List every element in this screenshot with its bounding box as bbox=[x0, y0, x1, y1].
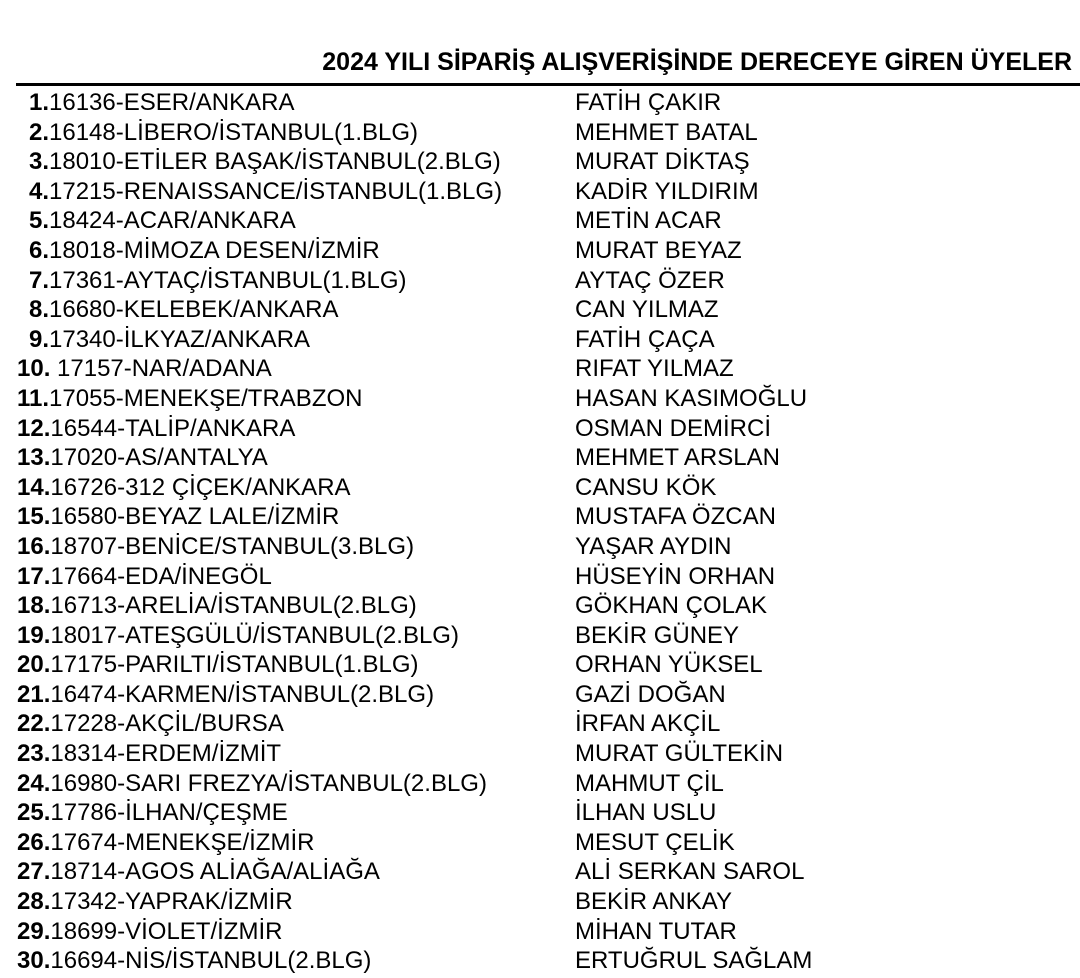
list-item bbox=[0, 206, 1080, 236]
rank-number: 4. bbox=[29, 177, 50, 205]
shop-entry bbox=[17, 562, 272, 592]
rank-number: 11. bbox=[17, 384, 50, 412]
shop-entry bbox=[17, 384, 362, 414]
rank-number: 16. bbox=[17, 532, 51, 560]
shop-entry bbox=[17, 798, 288, 828]
rank-number: 17. bbox=[17, 562, 51, 590]
member-name: MEHMET BATAL bbox=[575, 118, 758, 146]
member-name: MEHMET ARSLAN bbox=[575, 444, 780, 472]
member-name: ERTUĞRUL SAĞLAM bbox=[575, 947, 813, 975]
shop-entry bbox=[17, 443, 268, 473]
shop-entry bbox=[29, 118, 418, 148]
shop-entry bbox=[17, 473, 351, 503]
member-name: RIFAT YILMAZ bbox=[575, 355, 734, 383]
shop-entry bbox=[17, 354, 272, 384]
shop-name: 16713-ARELİA/İSTANBUL(2.BLG) bbox=[50, 592, 417, 620]
rank-number: 19. bbox=[17, 621, 51, 649]
shop-entry bbox=[29, 295, 339, 325]
shop-name: 18424-ACAR/ANKARA bbox=[49, 207, 296, 235]
rank-number: 22. bbox=[17, 710, 51, 738]
rank-number: 1. bbox=[29, 89, 50, 116]
member-name: MURAT DİKTAŞ bbox=[575, 148, 750, 176]
shop-name: 17215-RENAISSANCE/İSTANBUL(1.BLG) bbox=[49, 177, 503, 205]
page-title: 2024 YILI SİPARİŞ ALIŞVERİŞİNDE DERECEYE GİREN ÜYELER bbox=[322, 48, 1072, 76]
rank-number: 28. bbox=[17, 888, 51, 916]
rank-number: 10. bbox=[17, 355, 51, 383]
member-name: AYTAÇ ÖZER bbox=[575, 266, 725, 294]
rank-number: 5. bbox=[29, 207, 50, 235]
list-item bbox=[0, 295, 1080, 325]
shop-name: 17361-AYTAÇ/İSTANBUL(1.BLG) bbox=[49, 266, 407, 294]
member-name: HASAN KASIMOĞLU bbox=[575, 384, 808, 412]
list-item bbox=[0, 769, 1080, 799]
shop-entry bbox=[29, 177, 502, 207]
rank-number: 26. bbox=[17, 828, 51, 856]
shop-name: 18010-ETİLER BAŞAK/İSTANBUL(2.BLG) bbox=[49, 148, 501, 176]
rank-number: 21. bbox=[17, 680, 51, 708]
rank-number: 24. bbox=[17, 769, 51, 797]
shop-name: 16136-ESER/ANKARA bbox=[49, 89, 295, 116]
rank-number: 13. bbox=[17, 444, 51, 472]
list-item bbox=[0, 917, 1080, 947]
shop-name: 18714-AGOS ALİAĞA/ALİAĞA bbox=[50, 858, 380, 886]
member-name: GÖKHAN ÇOLAK bbox=[575, 592, 768, 620]
shop-entry bbox=[17, 769, 487, 799]
ranking-list bbox=[0, 88, 1080, 976]
shop-name: 17674-MENEKŞE/İZMİR bbox=[50, 828, 315, 856]
list-item bbox=[0, 562, 1080, 592]
list-item bbox=[0, 384, 1080, 414]
member-name: MAHMUT ÇİL bbox=[575, 769, 724, 797]
shop-name: 18699-VİOLET/İZMİR bbox=[50, 917, 283, 945]
shop-name: 16580-BEYAZ LALE/İZMİR bbox=[50, 503, 340, 531]
rank-number: 29. bbox=[17, 917, 51, 945]
shop-name: 16694-NİS/İSTANBUL(2.BLG) bbox=[50, 947, 372, 975]
shop-name: 17228-AKÇİL/BURSA bbox=[50, 710, 284, 738]
shop-name: 16544-TALİP/ANKARA bbox=[50, 414, 296, 442]
shop-entry bbox=[17, 502, 339, 532]
shop-entry bbox=[29, 88, 294, 118]
list-item bbox=[0, 857, 1080, 887]
member-name: FATİH ÇAÇA bbox=[575, 325, 715, 353]
member-name: CAN YILMAZ bbox=[575, 296, 719, 324]
list-item bbox=[0, 325, 1080, 355]
list-item bbox=[0, 354, 1080, 384]
shop-entry bbox=[17, 621, 459, 651]
shop-entry bbox=[17, 650, 419, 680]
list-item bbox=[0, 236, 1080, 266]
list-item bbox=[0, 650, 1080, 680]
member-name: METİN ACAR bbox=[575, 207, 722, 235]
shop-name: 18018-MİMOZA DESEN/İZMİR bbox=[49, 236, 380, 264]
member-name: İLHAN USLU bbox=[575, 799, 717, 827]
shop-name: 17020-AS/ANTALYA bbox=[50, 444, 268, 472]
member-name: BEKİR GÜNEY bbox=[575, 621, 740, 649]
list-item bbox=[0, 88, 1080, 118]
rank-number: 25. bbox=[17, 799, 51, 827]
member-name: ALİ SERKAN SAROL bbox=[575, 858, 805, 886]
list-item bbox=[0, 828, 1080, 858]
rank-number: 8. bbox=[29, 296, 50, 324]
shop-entry bbox=[17, 857, 380, 887]
rank-number: 23. bbox=[17, 740, 51, 768]
member-name: BEKİR ANKAY bbox=[575, 888, 732, 916]
rank-number: 7. bbox=[29, 266, 50, 294]
rank-number: 18. bbox=[17, 592, 51, 620]
shop-entry bbox=[17, 739, 281, 769]
rank-number: 30. bbox=[17, 947, 51, 975]
list-item bbox=[0, 946, 1080, 976]
list-item bbox=[0, 414, 1080, 444]
member-name: FATİH ÇAKIR bbox=[575, 89, 722, 116]
shop-name: 16680-KELEBEK/ANKARA bbox=[49, 296, 339, 324]
member-name: YAŞAR AYDIN bbox=[575, 532, 732, 560]
list-item bbox=[0, 887, 1080, 917]
list-item bbox=[0, 798, 1080, 828]
rank-number: 6. bbox=[29, 236, 50, 264]
member-name: MESUT ÇELİK bbox=[575, 828, 735, 856]
shop-name: 18314-ERDEM/İZMİT bbox=[50, 740, 282, 768]
shop-entry bbox=[17, 828, 314, 858]
shop-name: 18017-ATEŞGÜLÜ/İSTANBUL(2.BLG) bbox=[50, 621, 459, 649]
member-name: MURAT BEYAZ bbox=[575, 236, 742, 264]
shop-name: 17664-EDA/İNEGÖL bbox=[50, 562, 272, 590]
shop-name: 16726-312 ÇİÇEK/ANKARA bbox=[50, 473, 351, 501]
rank-number: 20. bbox=[17, 651, 51, 679]
shop-name: 18707-BENİCE/STANBUL(3.BLG) bbox=[50, 532, 415, 560]
member-name: MİHAN TUTAR bbox=[575, 917, 737, 945]
list-item bbox=[0, 739, 1080, 769]
shop-name: 17175-PARILTI/İSTANBUL(1.BLG) bbox=[50, 651, 419, 679]
shop-entry bbox=[17, 887, 293, 917]
shop-name: 17786-İLHAN/ÇEŞME bbox=[50, 799, 288, 827]
shop-name: 17055-MENEKŞE/TRABZON bbox=[49, 384, 363, 412]
list-item bbox=[0, 680, 1080, 710]
list-item bbox=[0, 591, 1080, 621]
shop-entry bbox=[29, 236, 380, 266]
shop-entry bbox=[17, 946, 371, 976]
shop-entry bbox=[29, 325, 310, 355]
member-name: GAZİ DOĞAN bbox=[575, 680, 726, 708]
shop-entry bbox=[17, 917, 282, 947]
shop-entry bbox=[17, 532, 414, 562]
member-name: ORHAN YÜKSEL bbox=[575, 651, 763, 679]
rank-number: 15. bbox=[17, 503, 51, 531]
member-name: OSMAN DEMİRCİ bbox=[575, 414, 772, 442]
shop-entry bbox=[29, 147, 501, 177]
rank-number: 9. bbox=[29, 325, 50, 353]
shop-name: 17342-YAPRAK/İZMİR bbox=[50, 888, 293, 916]
list-item bbox=[0, 177, 1080, 207]
title-underline bbox=[16, 83, 1080, 86]
shop-entry bbox=[17, 591, 417, 621]
list-item bbox=[0, 147, 1080, 177]
member-name: MURAT GÜLTEKİN bbox=[575, 740, 784, 768]
rank-number: 27. bbox=[17, 858, 51, 886]
rank-number: 3. bbox=[29, 148, 50, 176]
list-item bbox=[0, 473, 1080, 503]
member-name: KADİR YILDIRIM bbox=[575, 177, 759, 205]
shop-entry bbox=[29, 206, 296, 236]
shop-entry bbox=[17, 680, 434, 710]
shop-name: 16980-SARI FREZYA/İSTANBUL(2.BLG) bbox=[50, 769, 487, 797]
rank-number: 14. bbox=[17, 473, 51, 501]
shop-name: 17340-İLKYAZ/ANKARA bbox=[49, 325, 311, 353]
rank-number: 2. bbox=[29, 118, 50, 146]
member-name: MUSTAFA ÖZCAN bbox=[575, 503, 776, 531]
shop-name: 16148-LİBERO/İSTANBUL(1.BLG) bbox=[49, 118, 419, 146]
member-name: CANSU KÖK bbox=[575, 473, 717, 501]
list-item bbox=[0, 118, 1080, 148]
shop-entry bbox=[29, 266, 406, 296]
shop-entry bbox=[17, 414, 295, 444]
list-item bbox=[0, 532, 1080, 562]
rank-number: 12. bbox=[17, 414, 51, 442]
list-item bbox=[0, 266, 1080, 296]
list-item bbox=[0, 443, 1080, 473]
shop-entry bbox=[17, 709, 284, 739]
list-item bbox=[0, 709, 1080, 739]
list-item bbox=[0, 621, 1080, 651]
member-name: HÜSEYİN ORHAN bbox=[575, 562, 776, 590]
member-name: İRFAN AKÇİL bbox=[575, 710, 721, 738]
shop-name: 16474-KARMEN/İSTANBUL(2.BLG) bbox=[50, 680, 435, 708]
list-item bbox=[0, 502, 1080, 532]
shop-name: 17157-NAR/ADANA bbox=[50, 355, 272, 383]
